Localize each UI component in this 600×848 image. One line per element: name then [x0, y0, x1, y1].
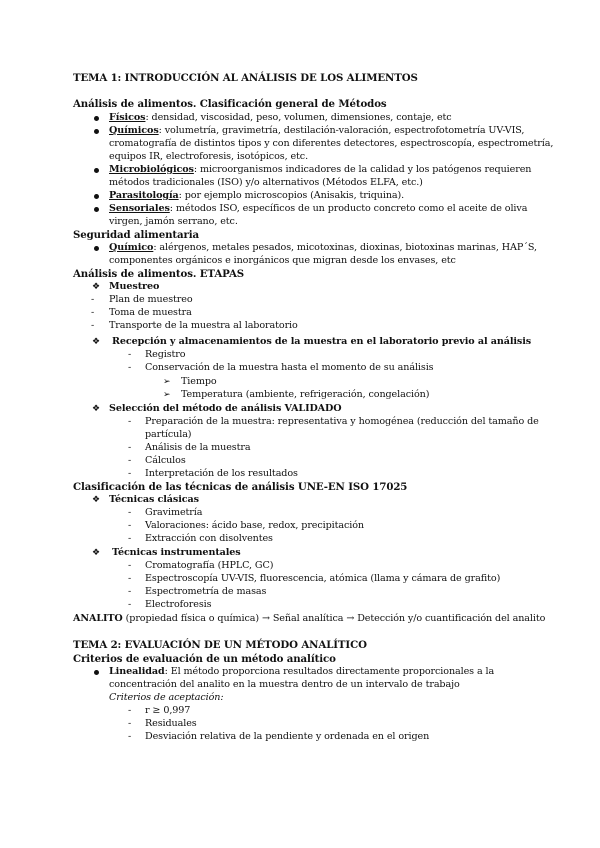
- list-item-line2: partícula): [145, 429, 192, 440]
- arrow-bullet-icon: ➢: [163, 390, 171, 400]
- dash-icon: -: [128, 586, 132, 597]
- dash-icon: -: [128, 416, 132, 427]
- group-tecnicas-clasicas: Técnicas clásicas: [109, 494, 199, 505]
- list-item: r ≥ 0,997: [145, 705, 191, 716]
- bullet-icon: [94, 246, 99, 251]
- diamond-bullet-icon: ❖: [92, 337, 101, 347]
- list-item: Transporte de la muestra al laboratorio: [109, 320, 298, 331]
- list-item: Temperatura (ambiente, refrigeración, congelación): [181, 389, 430, 400]
- dash-icon: -: [128, 507, 132, 518]
- list-item: Tiempo: [181, 376, 217, 387]
- list-item: Desviación relativa de la pendiente y ordenada en el origen: [145, 731, 430, 742]
- section-title-criterios: Criterios de evaluación de un método analítico: [73, 653, 336, 665]
- list-item: Registro: [145, 349, 186, 360]
- list-item: Extracción con disolventes: [145, 533, 273, 544]
- list-item-linealidad: Linealidad: El método proporciona resultados directamente proporcionales a la: [109, 666, 495, 677]
- diamond-bullet-icon: ❖: [92, 282, 101, 292]
- list-item-sensoriales-line2: virgen, jamón serrano, etc.: [109, 216, 238, 227]
- dash-icon: -: [91, 320, 95, 331]
- dash-icon: -: [128, 520, 132, 531]
- list-item: Conservación de la muestra hasta el momento de su análisis: [145, 362, 434, 373]
- bullet-icon: [94, 670, 99, 675]
- list-item-microbiologicos: Microbiológicos: microorganismos indicadores de la calidad y los patógenos requieren: [109, 164, 532, 175]
- dash-icon: -: [128, 573, 132, 584]
- list-item: Interpretación de los resultados: [145, 468, 298, 479]
- list-item: Preparación de la muestra: representativa y homogénea (reducción del tamaño de: [145, 416, 539, 427]
- list-item: Cromatografía (HPLC, GC): [145, 560, 274, 571]
- section-title-clasificacion: Análisis de alimentos. Clasificación general de Métodos: [73, 98, 387, 110]
- stage-seleccion: Selección del método de análisis VALIDADO: [109, 403, 342, 414]
- dash-icon: -: [128, 362, 132, 373]
- dash-icon: -: [128, 349, 132, 360]
- dash-icon: -: [128, 468, 132, 479]
- list-item: Residuales: [145, 718, 197, 729]
- dash-icon: -: [91, 307, 95, 318]
- list-item: Plan de muestreo: [109, 294, 193, 305]
- list-item: Espectrometría de masas: [145, 586, 267, 597]
- stage-muestreo: Muestreo: [109, 281, 160, 292]
- list-item-fisicos: Físicos: densidad, viscosidad, peso, volumen, dimensiones, contaje, etc: [109, 112, 452, 123]
- list-item-linealidad-line2: concentración del analito en la muestra dentro de un intervalo de trabajo: [109, 679, 460, 690]
- bullet-icon: [94, 194, 99, 199]
- list-item: Toma de muestra: [109, 307, 192, 318]
- stage-recepcion: Recepción y almacenamientos de la muestra en el laboratorio previo al análisis: [112, 336, 532, 347]
- diamond-bullet-icon: ❖: [92, 548, 101, 558]
- dash-icon: -: [128, 599, 132, 610]
- dash-icon: -: [91, 294, 95, 305]
- tema1-title: TEMA 1: INTRODUCCIÓN AL ANÁLISIS DE LOS ALIMENTOS: [73, 72, 418, 84]
- dash-icon: -: [128, 442, 132, 453]
- list-item: Gravimetría: [145, 507, 203, 518]
- dash-icon: -: [128, 718, 132, 729]
- dash-icon: -: [128, 560, 132, 571]
- list-item-quimico: Químico: alérgenos, metales pesados, micotoxinas, dioxinas, biotoxinas marinas, HAP´S,: [109, 242, 537, 253]
- list-item-quimicos-line2: cromatografía de distintos tipos y con diferentes detectores, espectroscopía, espectrometría,: [109, 138, 554, 149]
- list-item-sensoriales: Sensoriales: métodos ISO, específicos de un producto concreto como el aceite de oliva: [109, 203, 528, 214]
- bullet-icon: [94, 168, 99, 173]
- bullet-icon: [94, 129, 99, 134]
- dash-icon: -: [128, 533, 132, 544]
- dash-icon: -: [128, 705, 132, 716]
- dash-icon: -: [128, 731, 132, 742]
- list-item-quimicos: Químicos: volumetría, gravimetría, destilación-valoración, espectrofotometría UV-VIS,: [109, 125, 525, 136]
- analito-line: ANALITO (propiedad física o química) → Señal analítica → Detección y/o cuantificación del analito: [73, 613, 546, 624]
- list-item: Análisis de la muestra: [145, 442, 251, 453]
- section-title-etapas: Análisis de alimentos. ETAPAS: [73, 268, 245, 280]
- diamond-bullet-icon: ❖: [92, 404, 101, 414]
- list-item: Espectroscopía UV-VIS, fluorescencia, atómica (llama y cámara de grafito): [145, 573, 501, 584]
- bullet-icon: [94, 116, 99, 121]
- diamond-bullet-icon: ❖: [92, 495, 101, 505]
- tema2-title: TEMA 2: EVALUACIÓN DE UN MÉTODO ANALÍTICO: [73, 639, 367, 651]
- dash-icon: -: [128, 455, 132, 466]
- criterios-aceptacion-label: Criterios de aceptación:: [109, 692, 224, 703]
- list-item-microbiologicos-line2: métodos tradicionales (ISO) y/o alternativos (Métodos ELFA, etc.): [109, 177, 423, 188]
- list-item: Cálculos: [145, 455, 186, 466]
- section-title-seguridad: Seguridad alimentaria: [73, 229, 200, 241]
- list-item: Valoraciones: ácido base, redox, precipitación: [145, 520, 365, 531]
- section-title-clasificacion-tecnicas: Clasificación de las técnicas de análisis UNE-EN ISO 17025: [73, 481, 408, 493]
- list-item-quimicos-line3: equipos IR, electroforesis, isotópicos, etc.: [109, 151, 309, 162]
- list-item-quimico-line2: componentes orgánicos e inorgánicos que migran desde los envases, etc: [109, 255, 456, 266]
- bullet-icon: [94, 207, 99, 212]
- arrow-bullet-icon: ➢: [163, 377, 171, 387]
- list-item-parasitologia: Parasitología: por ejemplo microscopios (Anisakis, triquina).: [109, 190, 405, 201]
- group-tecnicas-instrumentales: Técnicas instrumentales: [112, 547, 241, 558]
- list-item: Electroforesis: [145, 599, 212, 610]
